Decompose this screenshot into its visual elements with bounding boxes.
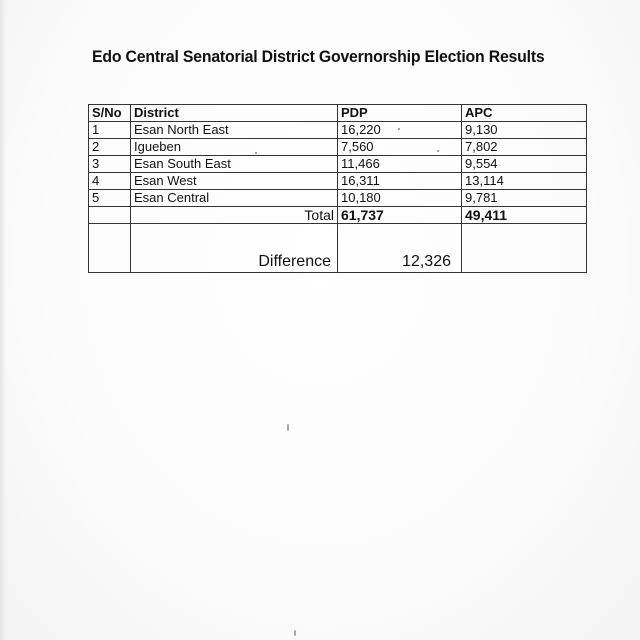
scan-speck bbox=[294, 630, 296, 636]
cell-pdp: 10,180 bbox=[338, 190, 462, 207]
total-pdp: 61,737 bbox=[338, 207, 462, 224]
total-sno-empty bbox=[89, 207, 131, 224]
header-sno: S/No bbox=[89, 105, 131, 122]
cell-apc: 9,781 bbox=[462, 190, 587, 207]
difference-row bbox=[89, 224, 587, 273]
cell-pdp: 7,560 bbox=[338, 139, 462, 156]
total-label: Total bbox=[131, 207, 338, 224]
cell-district: Esan Central bbox=[131, 190, 338, 207]
cell-sno: 3 bbox=[89, 156, 131, 173]
table-row bbox=[89, 122, 587, 139]
scan-speck bbox=[287, 424, 289, 431]
cell-sno: 1 bbox=[89, 122, 131, 139]
cell-sno: 2 bbox=[89, 139, 131, 156]
total-apc: 49,411 bbox=[462, 207, 587, 224]
scan-edge-shadow bbox=[0, 0, 6, 640]
table-row bbox=[89, 173, 587, 190]
total-row bbox=[89, 207, 587, 224]
cell-sno: 4 bbox=[89, 173, 131, 190]
cell-pdp: 16,311 bbox=[338, 173, 462, 190]
table-header-row bbox=[89, 105, 587, 122]
election-results-table bbox=[88, 104, 587, 273]
header-district: District bbox=[131, 105, 338, 122]
difference-value: 12,326 bbox=[338, 224, 462, 273]
table-row bbox=[89, 139, 587, 156]
cell-sno: 5 bbox=[89, 190, 131, 207]
difference-apc-empty bbox=[462, 224, 587, 273]
cell-district: Esan West bbox=[131, 173, 338, 190]
document-title: Edo Central Senatorial District Governorship Election Results bbox=[92, 47, 545, 66]
scan-speck bbox=[255, 152, 257, 154]
cell-apc: 7,802 bbox=[462, 139, 587, 156]
cell-pdp: 16,220 bbox=[338, 122, 462, 139]
cell-apc: 9,554 bbox=[462, 156, 587, 173]
cell-pdp: 11,466 bbox=[338, 156, 462, 173]
cell-apc: 13,114 bbox=[462, 173, 587, 190]
cell-district: Esan South East bbox=[131, 156, 338, 173]
difference-sno-empty bbox=[89, 224, 131, 273]
difference-label: Difference bbox=[131, 224, 338, 273]
table-row bbox=[89, 156, 587, 173]
header-pdp: PDP bbox=[338, 105, 462, 122]
header-apc: APC bbox=[462, 105, 587, 122]
scan-speck bbox=[398, 128, 400, 130]
cell-apc: 9,130 bbox=[462, 122, 587, 139]
scan-speck bbox=[437, 150, 439, 152]
cell-district: Igueben bbox=[131, 139, 338, 156]
cell-district: Esan North East bbox=[131, 122, 338, 139]
table-row bbox=[89, 190, 587, 207]
